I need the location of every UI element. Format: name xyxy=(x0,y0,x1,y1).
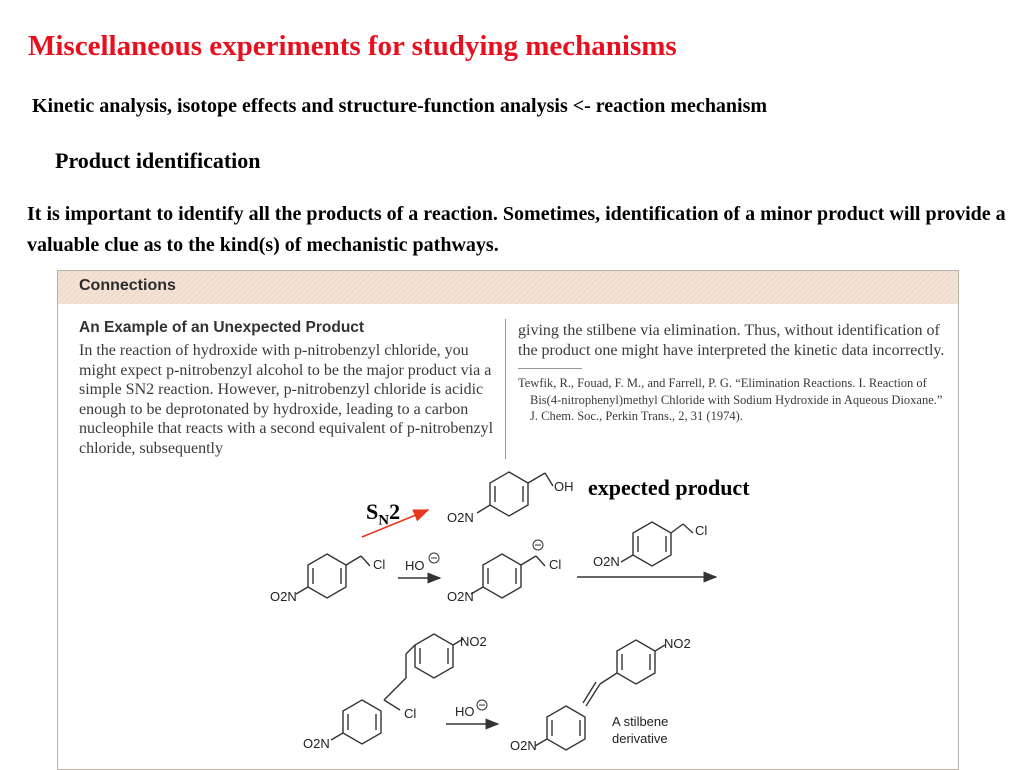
intro-paragraph: It is important to identify all the products of a reaction. Sometimes, identification of a minor product will provide a valuable clue as to the kind(s) of mechanistic pathways. xyxy=(27,203,1006,256)
expected-product-structure xyxy=(477,472,553,516)
o2n-label: O2N xyxy=(447,510,474,525)
o2n-label-2: O2N xyxy=(447,589,474,604)
stilbene-label-line1: A stilbene xyxy=(612,714,669,729)
example-heading: An Example of an Unexpected Product xyxy=(79,319,365,336)
sn2-main: S xyxy=(366,499,379,524)
connections-label: Connections xyxy=(79,277,176,294)
example-body-text: In the reaction of hydroxide with p-nitrobenzyl chloride, you might expect p-nitrobenzyl alcohol to be the major product via a simple SN2 reaction. However, p-nitrobenzyl chloride is acidic enough to be deprotonated by hydroxide, leading to a carbon nucleophile that reacts with a second equivalent of p-nitrobenzyl chloride, subsequently xyxy=(79,342,494,457)
right-body-text: giving the stilbene via elimination. Thus, without identification of the product one might have interpreted the kinetic data incorrectly. xyxy=(518,322,945,359)
stilbene-label-line2: derivative xyxy=(612,731,668,746)
cl-label-3: Cl xyxy=(695,523,708,538)
ho-label-1: HO xyxy=(405,558,425,573)
sn2-subscript: N xyxy=(378,512,390,529)
section-heading: Product identification xyxy=(55,148,261,173)
sn2-label xyxy=(366,499,400,529)
second-equivalent-structure xyxy=(621,522,693,566)
oh-label: OH xyxy=(554,479,574,494)
o2n-label-5: O2N xyxy=(510,738,537,753)
o2n-label-1: O2N xyxy=(270,589,297,604)
o2n-label-4: O2N xyxy=(303,736,330,751)
cl-label-2: Cl xyxy=(549,557,562,572)
slide-subtitle: Kinetic analysis, isotope effects and structure-function analysis <- reaction mechanism xyxy=(32,95,768,117)
carbanion-structure xyxy=(471,554,545,598)
no2-label-2: NO2 xyxy=(664,636,691,651)
sn2-tail: 2 xyxy=(389,499,401,524)
slide-title: Miscellaneous experiments for studying mechanisms xyxy=(28,30,677,62)
cl-label-1: Cl xyxy=(373,557,386,572)
no2-label-1: NO2 xyxy=(460,634,487,649)
reference-text: Tewfik, R., Fouad, F. M., and Farrell, P. G. “Elimination Reactions. I. Reaction of Bis(4-nitrophenyl)methyl Chloride with Sodium Hydroxide in Aqueous Dioxane.” J. Chem. Soc., Perkin Trans., 2, 31 (1974). xyxy=(518,376,943,423)
cl-label-4: Cl xyxy=(404,706,417,721)
coupled-intermediate-structure xyxy=(331,634,463,744)
ho-label-2: HO xyxy=(455,704,475,719)
o2n-label-3: O2N xyxy=(593,554,620,569)
expected-product-label: expected product xyxy=(588,475,750,500)
starting-material-structure xyxy=(296,554,370,598)
